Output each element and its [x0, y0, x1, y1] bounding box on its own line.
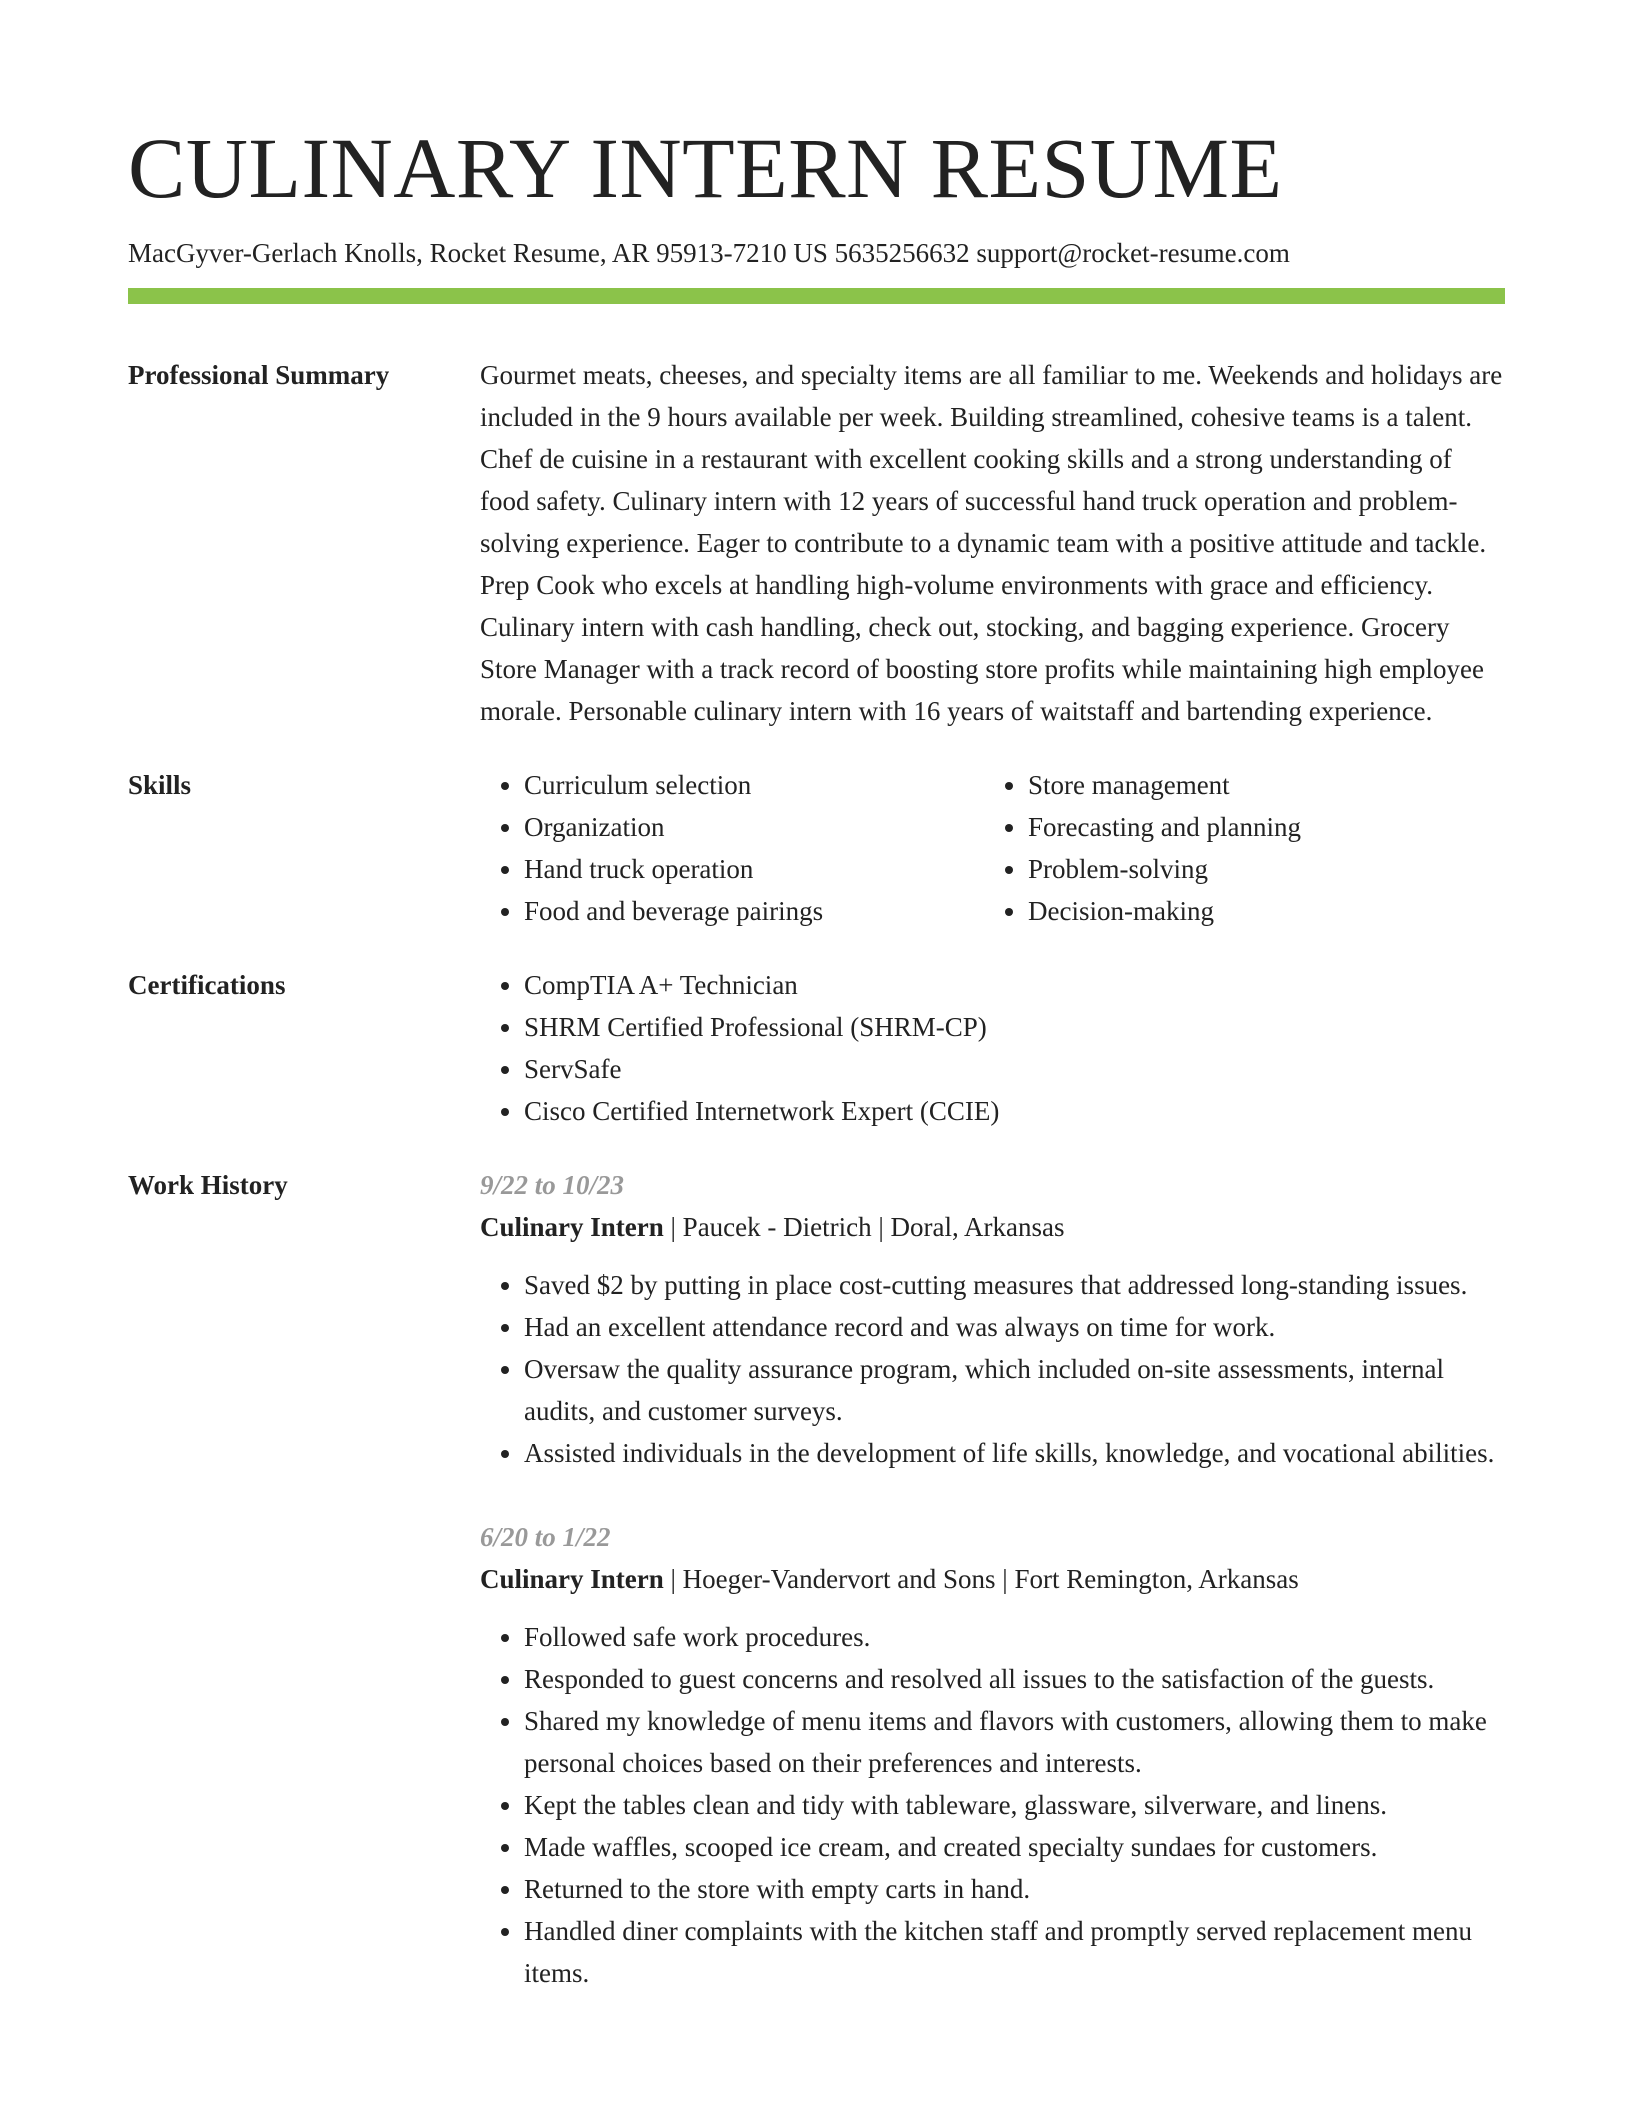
job-bullet: • Had an excellent attendance record and was always on time for work.	[524, 1306, 1505, 1348]
certification-item: • CompTIA A+ Technician	[524, 964, 1505, 1006]
job-dates: 9/22 to 10/23	[480, 1170, 625, 1200]
job-heading	[480, 1206, 1505, 1248]
job-bullet: • Followed safe work procedures.	[524, 1616, 1505, 1658]
job-entry	[480, 1516, 1505, 1994]
job-entry	[480, 1164, 1505, 1474]
certification-item: • Cisco Certified Internetwork Expert (CCIE)	[524, 1090, 1505, 1132]
accent-divider	[128, 288, 1505, 304]
skill-item: • Curriculum selection	[524, 764, 984, 806]
resume-title: CULINARY INTERN RESUME	[128, 120, 1283, 216]
skills-heading: Skills	[128, 770, 192, 800]
job-bullet: • Made waffles, scooped ice cream, and created specialty sundaes for customers.	[524, 1826, 1505, 1868]
certifications-heading: Certifications	[128, 970, 286, 1000]
job-title: Culinary Intern	[480, 1564, 664, 1594]
job-bullet: • Assisted individuals in the development of life skills, knowledge, and vocational abilities.	[524, 1432, 1505, 1474]
job-dates: 6/20 to 1/22	[480, 1522, 611, 1552]
job-heading	[480, 1558, 1505, 1600]
skill-item: • Store management	[1028, 764, 1488, 806]
job-details: | Paucek - Dietrich | Doral, Arkansas	[663, 1212, 1065, 1242]
job-bullets	[480, 1264, 1505, 1474]
skill-item: • Organization	[524, 806, 984, 848]
job-bullet: • Handled diner complaints with the kitchen staff and promptly served replacement menu items.	[524, 1910, 1505, 1994]
job-bullets	[480, 1616, 1505, 1994]
job-bullet: • Saved $2 by putting in place cost-cutting measures that addressed long-standing issues.	[524, 1264, 1505, 1306]
job-bullet: • Returned to the store with empty carts in hand.	[524, 1868, 1505, 1910]
certification-item: • ServSafe	[524, 1048, 1505, 1090]
skill-item: • Hand truck operation	[524, 848, 984, 890]
work-history-heading: Work History	[128, 1170, 288, 1200]
resume-page	[128, 0, 1505, 1994]
skills-grid	[480, 764, 1505, 932]
job-details: | Hoeger-Vandervort and Sons | Fort Remington, Arkansas	[663, 1564, 1299, 1594]
contact-line: MacGyver-Gerlach Knolls, Rocket Resume, AR 95913-7210 US 5635256632 support@rocket-resume.com	[128, 238, 1290, 268]
work-history-section	[128, 1164, 1505, 1994]
summary-section	[128, 354, 1505, 732]
skill-item: • Forecasting and planning	[1028, 806, 1488, 848]
job-bullet: • Kept the tables clean and tidy with tableware, glassware, silverware, and linens.	[524, 1784, 1505, 1826]
skills-column-left	[480, 764, 984, 932]
job-bullet: • Oversaw the quality assurance program, which included on-site assessments, internal audits, and customer surveys.	[524, 1348, 1505, 1432]
certification-item: • SHRM Certified Professional (SHRM-CP)	[524, 1006, 1505, 1048]
certifications-section	[128, 964, 1505, 1132]
skills-section	[128, 764, 1505, 932]
skills-column-right	[984, 764, 1488, 932]
job-bullet: • Shared my knowledge of menu items and flavors with customers, allowing them to make personal choices based on their preferences and interests.	[524, 1700, 1505, 1784]
summary-heading: Professional Summary	[128, 360, 390, 390]
job-bullet: • Responded to guest concerns and resolved all issues to the satisfaction of the guests.	[524, 1658, 1505, 1700]
summary-text: Gourmet meats, cheeses, and specialty items are all familiar to me. Weekends and holidays are included in the 9 hours available per week. Building streamlined, cohesive teams is a talent. Chef de cuisine in a restaurant with excellent cooking skills and a strong understanding of food safety. Culinary intern with 12 years of successful hand truck operation and problem-solving experience. Eager to contribute to a dynamic team with a positive attitude and tackle. Prep Cook who excels at handling high-volume environments with grace and efficiency. Culinary intern with cash handling, check out, stocking, and bagging experience. Grocery Store Manager with a track record of boosting store profits while maintaining high employee morale. Personable culinary intern with 16 years of waitstaff and bartending experience.	[480, 360, 1503, 726]
skill-item: • Food and beverage pairings	[524, 890, 984, 932]
skill-item: • Problem-solving	[1028, 848, 1488, 890]
job-title: Culinary Intern	[480, 1212, 664, 1242]
skill-item: • Decision-making	[1028, 890, 1488, 932]
